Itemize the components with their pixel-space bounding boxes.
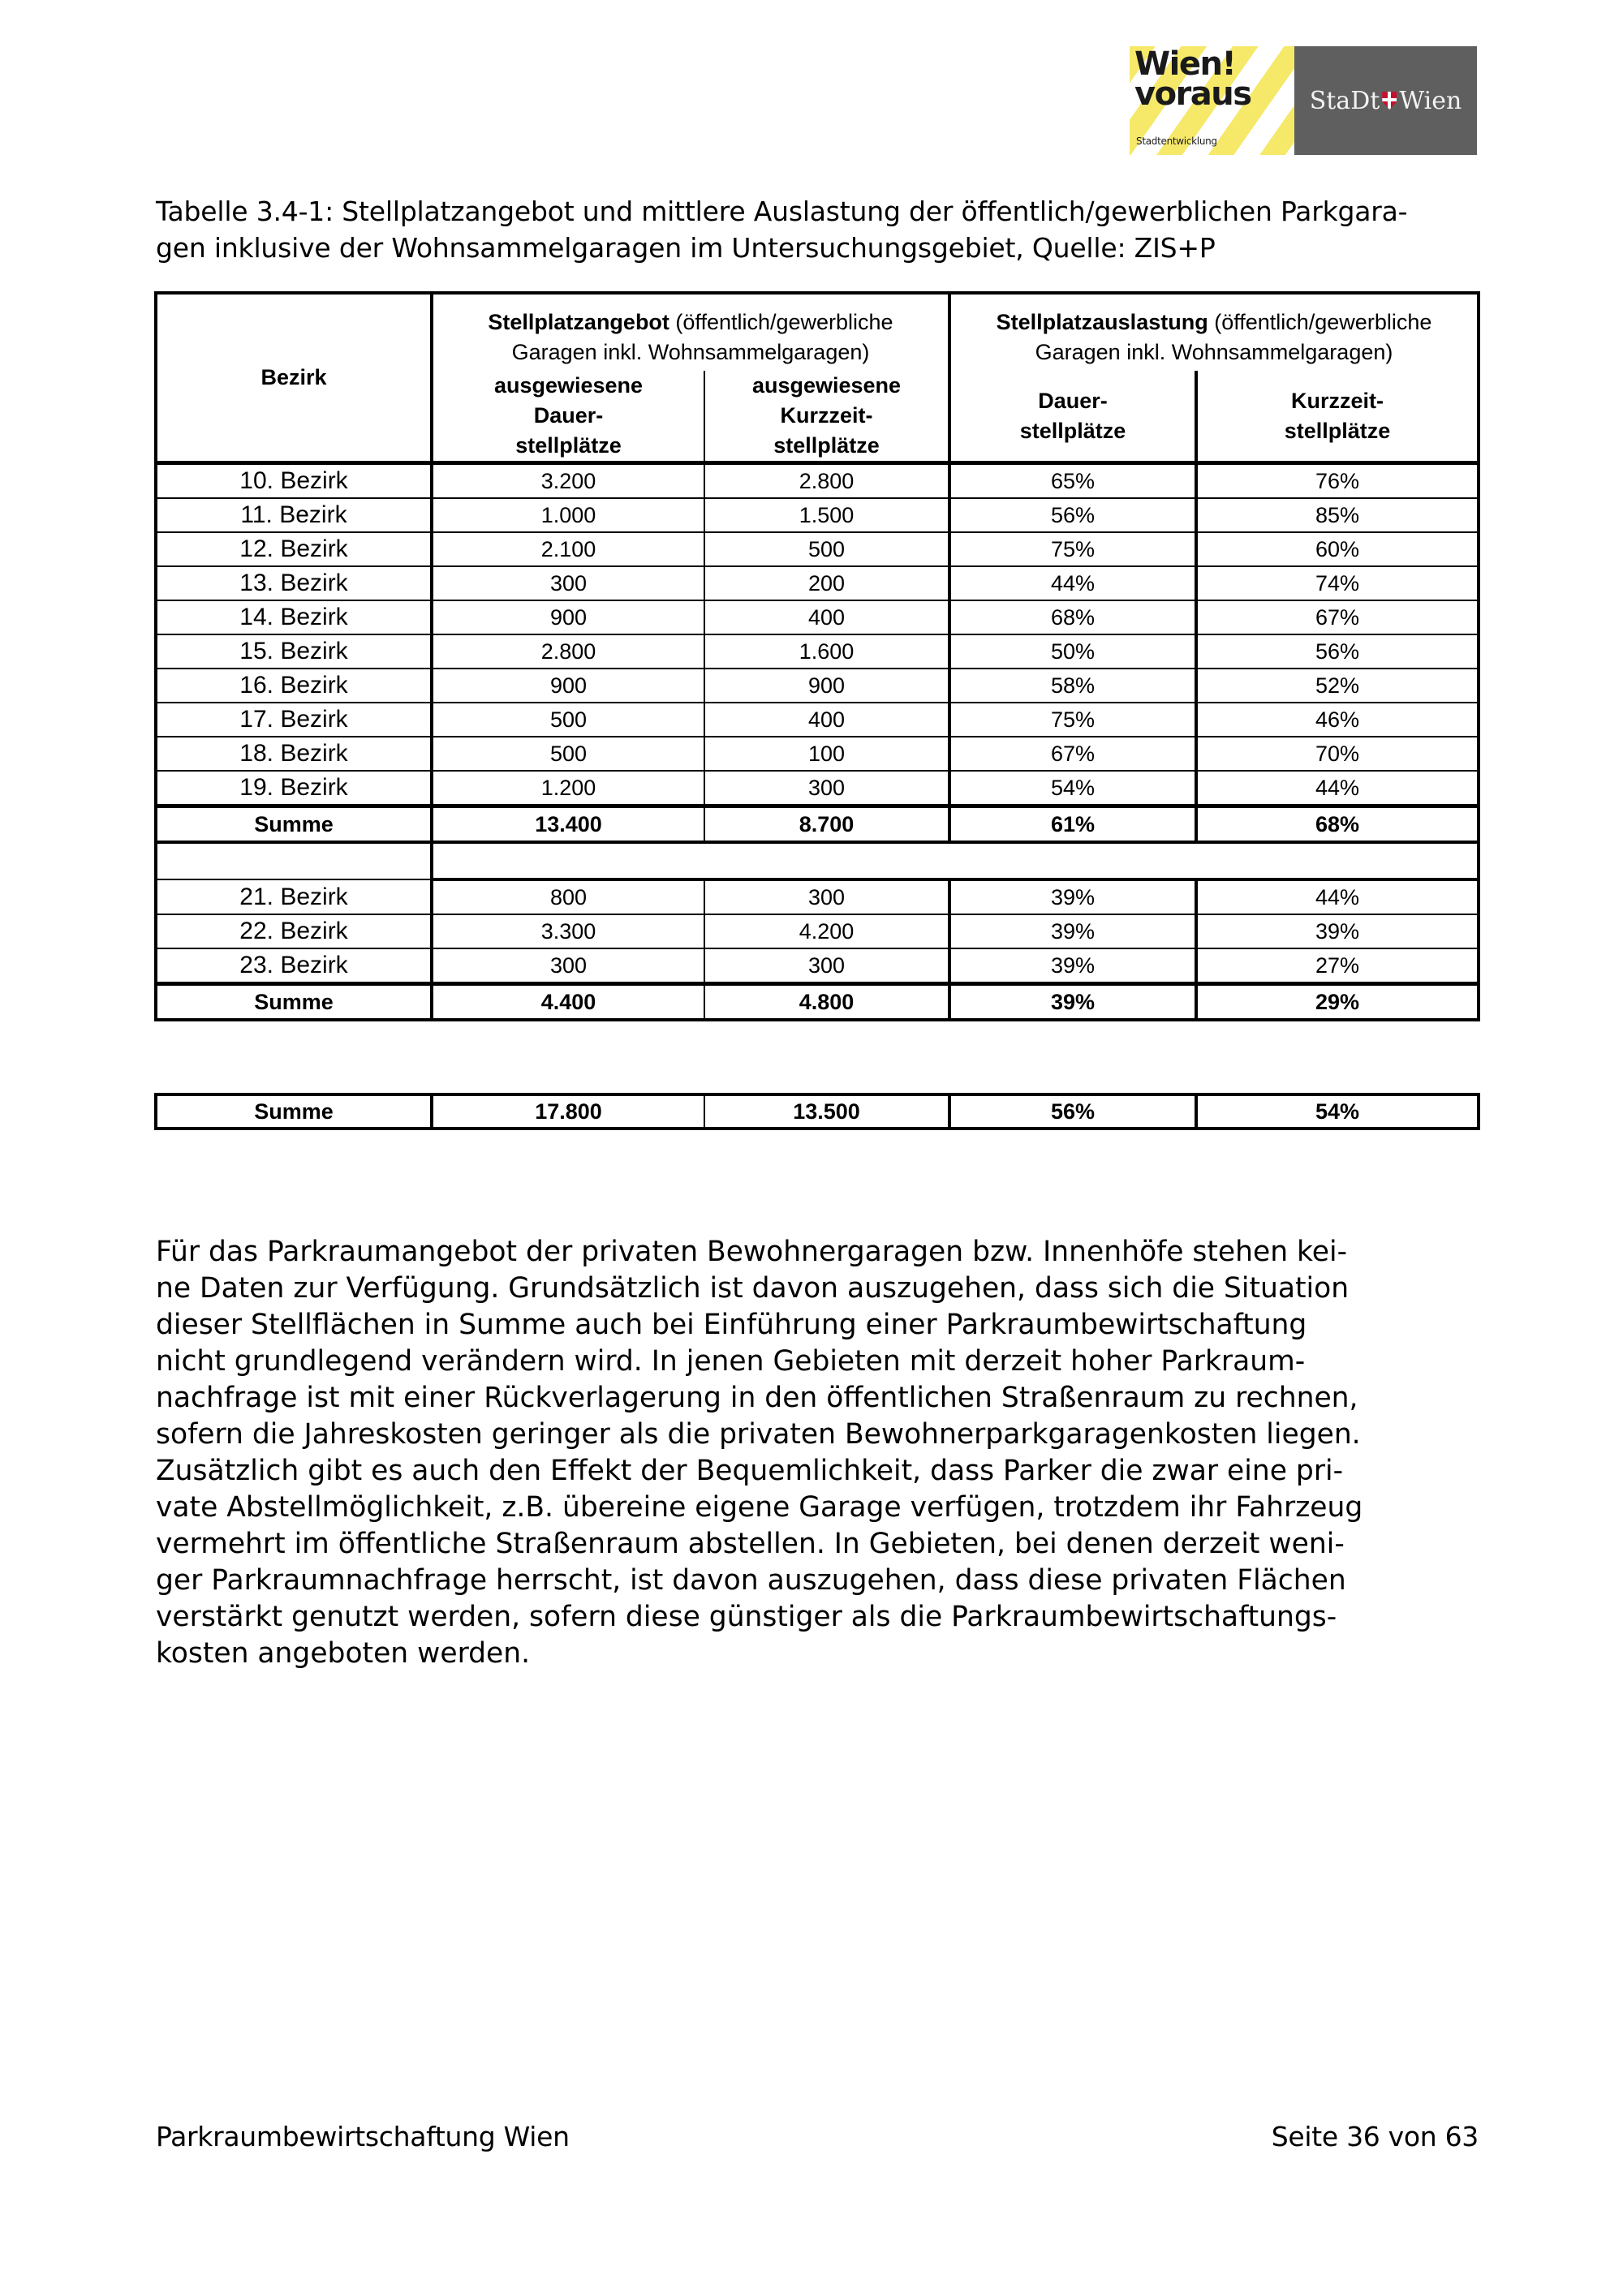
cell-kurz: 4.800 [704,984,949,1021]
cell-ausl-dauer: 54% [949,771,1196,806]
cell-ausl-dauer: 56% [949,498,1196,532]
cell-ausl-dauer: 67% [949,737,1196,771]
cell-bezirk: 17. Bezirk [156,703,432,737]
cell-dauer: 800 [432,879,704,914]
cell-ausl-dauer: 56% [949,1094,1196,1129]
cell-ausl-kurz: 76% [1196,463,1479,499]
cell-ausl-kurz: 44% [1196,771,1479,806]
cell-bezirk: 12. Bezirk [156,532,432,566]
header-angebot-dauer [432,371,704,463]
header-stellplatzangebot [432,293,949,371]
header-group-title: Stellplatzangebot [488,310,669,334]
header-group-title: Stellplatzauslastung [996,310,1208,334]
cell-ausl-kurz: 68% [1196,806,1479,843]
cell-ausl-dauer: 39% [949,984,1196,1021]
cell-dauer: 300 [432,948,704,984]
header-text: Kurzzeit- [780,403,873,428]
logo-wordmark [1134,46,1251,113]
cell-bezirk: 19. Bezirk [156,771,432,806]
cell-dauer: 500 [432,737,704,771]
cell-kurz: 200 [704,566,949,600]
cell-kurz: 300 [704,948,949,984]
header-group-subtitle: Garagen inkl. Wohnsammelgaragen) [1035,340,1393,364]
cell-kurz: 500 [704,532,949,566]
spacer-cell [432,842,1479,879]
cell-ausl-kurz: 56% [1196,634,1479,669]
cell-kurz: 400 [704,703,949,737]
header-stellplatzauslastung [949,293,1479,371]
table-row [156,879,1479,914]
spacer-row [156,842,1479,879]
parking-table [154,291,1480,1021]
cell-ausl-kurz: 74% [1196,566,1479,600]
paragraph-line: ne Daten zur Verfügung. Grundsätzlich ist davon auszugehen, dass sich die Situation [156,1272,1350,1305]
cell-kurz: 300 [704,771,949,806]
cell-dauer: 2.100 [432,532,704,566]
table-row [156,498,1479,532]
cell-ausl-dauer: 39% [949,914,1196,948]
cell-bezirk: 23. Bezirk [156,948,432,984]
logo-voraus-text: voraus [1134,75,1251,113]
paragraph-line: vermehrt im öffentliche Straßenraum abstellen. In Gebieten, bei denen derzeit weni- [156,1528,1345,1560]
caption-line: Tabelle 3.4-1: Stellplatzangebot und mittlere Auslastung der öffentlich/gewerblichen Parkgara- [156,196,1408,227]
cell-kurz: 100 [704,737,949,771]
cell-dauer: 2.800 [432,634,704,669]
paragraph-line: sofern die Jahreskosten geringer als die privaten Bewohnerparkgaragenkosten liegen. [156,1418,1361,1451]
paragraph-line: vate Abstellmöglichkeit, z.B. übereine eigene Garage verfügen, trotzdem ihr Fahrzeug [156,1491,1363,1524]
cell-ausl-dauer: 68% [949,600,1196,634]
cell-ausl-kurz: 46% [1196,703,1479,737]
cell-kurz: 13.500 [704,1094,949,1129]
cell-dauer: 900 [432,669,704,703]
header-text: ausgewiesene [751,373,902,398]
cell-ausl-dauer: 61% [949,806,1196,843]
cell-bezirk: 21. Bezirk [156,879,432,914]
header-text: stellplätze [1284,418,1391,443]
paragraph-line: nicht grundlegend verändern wird. In jenen Gebieten mit derzeit hoher Parkraum- [156,1345,1306,1378]
paragraph-line: Zusätzlich gibt es auch den Effekt der Bequemlichkeit, dass Parker die zwar eine pri- [156,1455,1344,1487]
header-angebot-kurzzeit [704,371,949,463]
cell-dauer: 1.000 [432,498,704,532]
cell-bezirk: 18. Bezirk [156,737,432,771]
paragraph-line: Für das Parkraumangebot der privaten Bewohnergaragen bzw. Innenhöfe stehen kei- [156,1236,1348,1268]
cell-kurz: 300 [704,879,949,914]
cell-kurz: 1.500 [704,498,949,532]
page-number: Seite 36 von 63 [1271,2121,1479,2152]
cell-ausl-dauer: 39% [949,948,1196,984]
header-text: Dauer- [533,403,604,428]
paragraph-line: nachfrage ist mit einer Rückverlagerung in den öffentlichen Straßenraum zu rechnen, [156,1382,1358,1414]
header-text: ausgewiesene [493,373,644,398]
table-row [156,634,1479,669]
page-footer [156,2121,1479,2152]
cell-ausl-kurz: 27% [1196,948,1479,984]
header-auslastung-dauer [949,371,1196,463]
body-paragraph [156,1234,1487,1672]
cell-ausl-kurz: 70% [1196,737,1479,771]
wien-voraus-logo [1130,46,1294,155]
header-auslastung-kurzzeit [1196,371,1479,463]
cell-dauer: 4.400 [432,984,704,1021]
grand-total-table [154,1093,1480,1130]
paragraph-line: verstärkt genutzt werden, sofern diese günstiger als die Parkraumbewirtschaftungs- [156,1601,1337,1633]
table-row [156,914,1479,948]
table-row [156,948,1479,984]
cell-dauer: 3.300 [432,914,704,948]
header-text: stellplätze [773,433,880,458]
table-row [156,771,1479,806]
cell-ausl-dauer: 58% [949,669,1196,703]
table-row [156,532,1479,566]
header-group-subtitle: Garagen inkl. Wohnsammelgaragen) [511,340,870,364]
cell-ausl-dauer: 50% [949,634,1196,669]
table-row [156,463,1479,499]
cell-kurz: 8.700 [704,806,949,843]
cell-ausl-kurz: 39% [1196,914,1479,948]
cell-bezirk: 14. Bezirk [156,600,432,634]
cell-dauer: 300 [432,566,704,600]
header-text: Dauer- [1038,388,1108,413]
paragraph-line: ger Parkraumnachfrage herrscht, ist davon auszugehen, dass diese privaten Flächen [156,1564,1346,1597]
table-row [156,703,1479,737]
cell-bezirk: 15. Bezirk [156,634,432,669]
table-row [156,669,1479,703]
cell-ausl-dauer: 75% [949,532,1196,566]
cell-ausl-kurz: 85% [1196,498,1479,532]
cell-ausl-kurz: 54% [1196,1094,1479,1129]
cell-ausl-dauer: 39% [949,879,1196,914]
cell-dauer: 17.800 [432,1094,704,1129]
logo-wien-text: Wien! [1134,46,1236,83]
cell-kurz: 2.800 [704,463,949,499]
cell-ausl-dauer: 75% [949,703,1196,737]
cell-dauer: 13.400 [432,806,704,843]
cell-ausl-kurz: 44% [1196,879,1479,914]
sum-row [156,984,1479,1021]
header-text: Kurzzeit- [1291,388,1384,413]
table-row [156,566,1479,600]
sum-row [156,806,1479,843]
header-bezirk: Bezirk [156,293,432,463]
header-text: stellplätze [515,433,622,458]
cell-bezirk: Summe [156,984,432,1021]
stadt-text: StaDt [1309,86,1380,115]
cell-bezirk: Summe [156,806,432,843]
cell-dauer: 900 [432,600,704,634]
cell-dauer: 1.200 [432,771,704,806]
table-row [156,600,1479,634]
cell-kurz: 900 [704,669,949,703]
cell-ausl-dauer: 44% [949,566,1196,600]
vienna-shield-icon [1382,92,1397,110]
table-row [156,737,1479,771]
header-group-subtitle: (öffentlich/gewerbliche [1208,310,1432,334]
paragraph-line: dieser Stellflächen in Summe auch bei Einführung einer Parkraumbewirtschaftung [156,1309,1307,1341]
caption-line: gen inklusive der Wohnsammelgaragen im Untersuchungsgebiet, Quelle: ZIS+P [156,232,1216,264]
stadt-wien-logo [1294,46,1477,155]
cell-ausl-kurz: 29% [1196,984,1479,1021]
spacer-cell [156,842,432,879]
logo [1130,46,1477,155]
footer-title: Parkraumbewirtschaftung Wien [156,2121,570,2152]
cell-bezirk: 13. Bezirk [156,566,432,600]
cell-bezirk: 22. Bezirk [156,914,432,948]
cell-dauer: 500 [432,703,704,737]
stadt-wien-wordmark [1310,87,1462,115]
table-caption [156,193,1487,266]
wien-text: Wien [1399,86,1462,115]
cell-ausl-kurz: 67% [1196,600,1479,634]
cell-kurz: 4.200 [704,914,949,948]
cell-dauer: 3.200 [432,463,704,499]
cell-kurz: 400 [704,600,949,634]
cell-bezirk: 10. Bezirk [156,463,432,499]
header-text: stellplätze [1019,418,1126,443]
cell-ausl-kurz: 52% [1196,669,1479,703]
cell-bezirk: 16. Bezirk [156,669,432,703]
grand-total-row [156,1094,1479,1129]
cell-bezirk: Summe [156,1094,432,1129]
cell-ausl-kurz: 60% [1196,532,1479,566]
cell-bezirk: 11. Bezirk [156,498,432,532]
cell-ausl-dauer: 65% [949,463,1196,499]
cell-kurz: 1.600 [704,634,949,669]
paragraph-line: kosten angeboten werden. [156,1637,531,1670]
header-group-subtitle: (öffentlich/gewerbliche [669,310,893,334]
logo-subtitle: Stadtentwicklung [1136,135,1217,147]
